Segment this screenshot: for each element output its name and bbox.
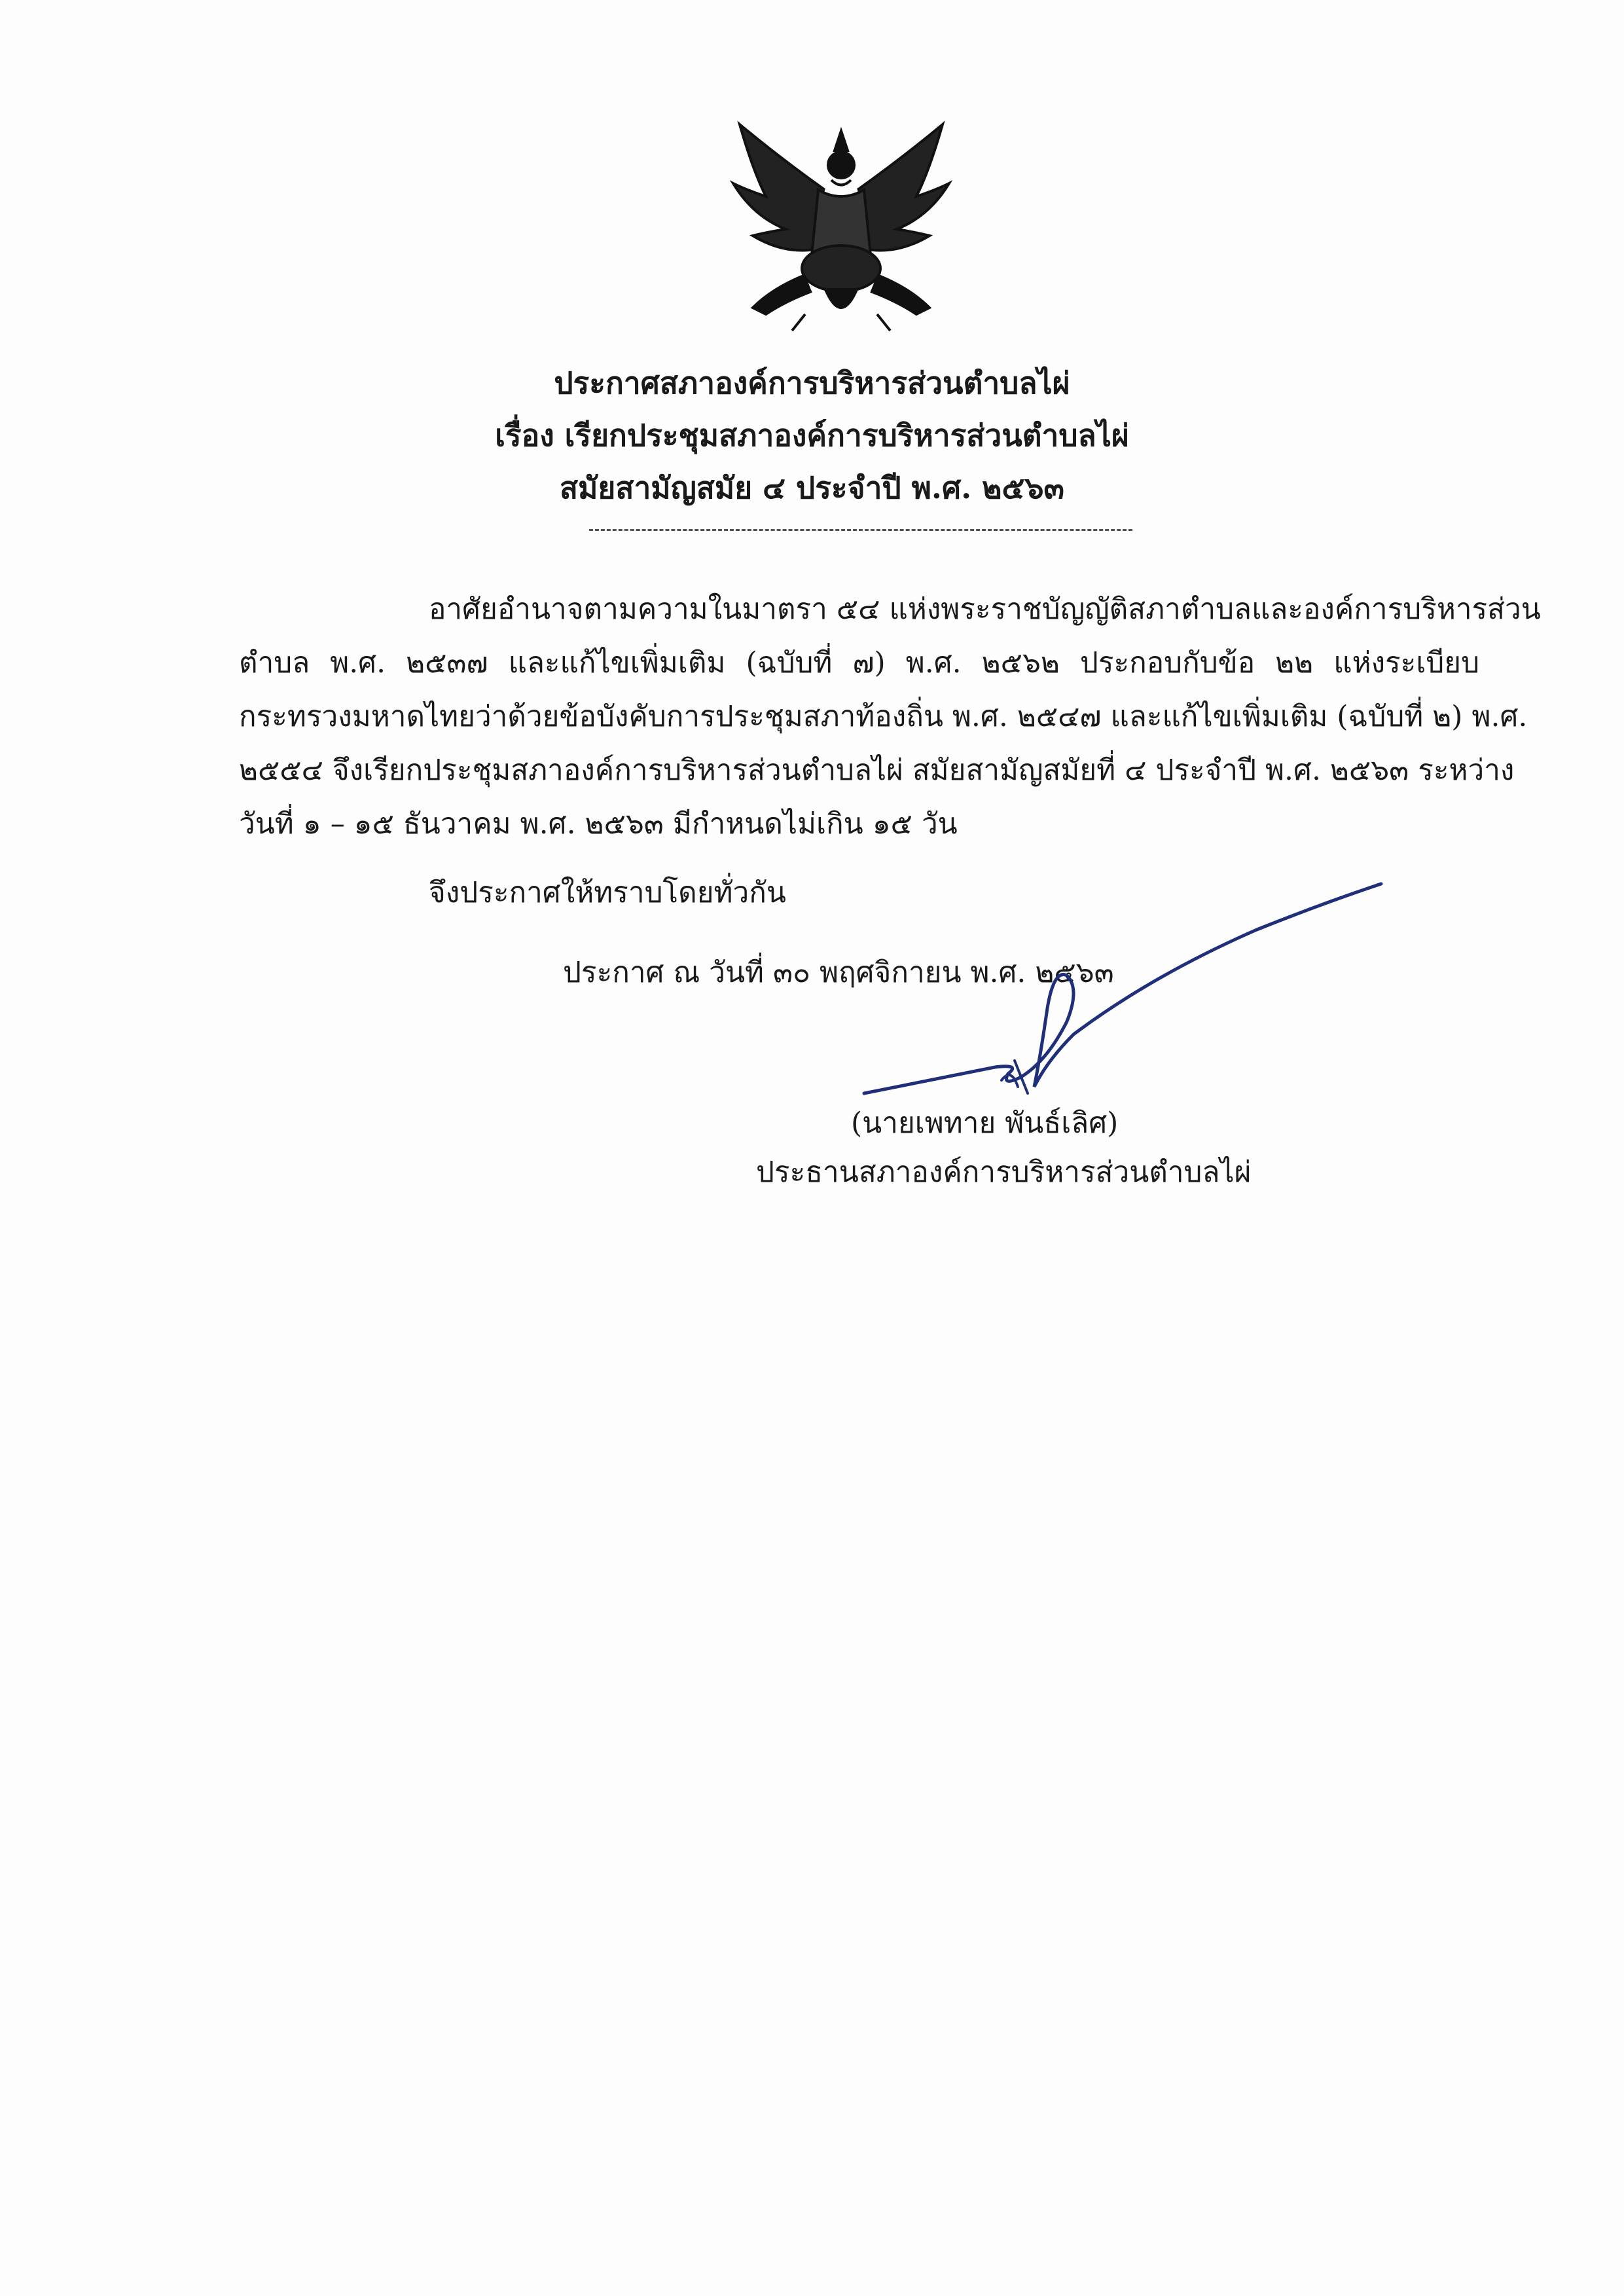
- body-line-1: อาศัยอำนาจตามความในมาตรา ๕๔ แห่งพระราชบัญญัติสภาตำบลและองค์การบริหารส่วน: [429, 592, 1541, 626]
- garuda-emblem-icon: [727, 118, 956, 334]
- body-line-5: วันที่ ๑ – ๑๕ ธันวาคม พ.ศ. ๒๕๖๓ มีกำหนดไม่เกิน ๑๕ วัน: [239, 807, 958, 841]
- announcement-title: [0, 357, 1624, 514]
- body-line-3: กระทรวงมหาดไทยว่าด้วยข้อบังคับการประชุมสภาท้องถิ่น พ.ศ. ๒๕๔๗ และแก้ไขเพิ่มเติม (ฉบับที่ ๒) พ.ศ.: [239, 700, 1528, 733]
- handwritten-signature: [851, 877, 1388, 1113]
- signer-name: (นายเพทาย พันธ์เลิศ): [851, 1106, 1119, 1140]
- title-line-2: เรื่อง เรียกประชุมสภาองค์การบริหารส่วนตำบลไผ่: [495, 418, 1129, 453]
- closing-statement: จึงประกาศให้ทราบโดยทั่วกัน: [429, 876, 786, 909]
- body-line-4: ๒๕๕๔ จึงเรียกประชุมสภาองค์การบริหารส่วนตำบลไผ่ สมัยสามัญสมัยที่ ๔ ประจำปี พ.ศ. ๒๕๖๓ ระหว่าง: [239, 754, 1515, 787]
- title-line-1: ประกาศสภาองค์การบริหารส่วนตำบลไผ่: [554, 365, 1070, 401]
- title-divider: [589, 529, 1132, 531]
- body-line-2: ตำบล พ.ศ. ๒๕๓๗ และแก้ไขเพิ่มเติม (ฉบับที่ ๗) พ.ศ. ๒๕๖๒ ประกอบกับข้อ ๒๒ แห่งระเบียบ: [239, 646, 1479, 680]
- announcement-date: ประกาศ ณ วันที่ ๓๐ พฤศจิกายน พ.ศ. ๒๕๖๓: [563, 956, 1114, 989]
- title-line-3: สมัยสามัญสมัย ๔ ประจำปี พ.ศ. ๒๕๖๓: [560, 470, 1064, 505]
- announcement-body: [239, 583, 1541, 851]
- signer-position: ประธานสภาองค์การบริหารส่วนตำบลไผ่: [756, 1156, 1252, 1189]
